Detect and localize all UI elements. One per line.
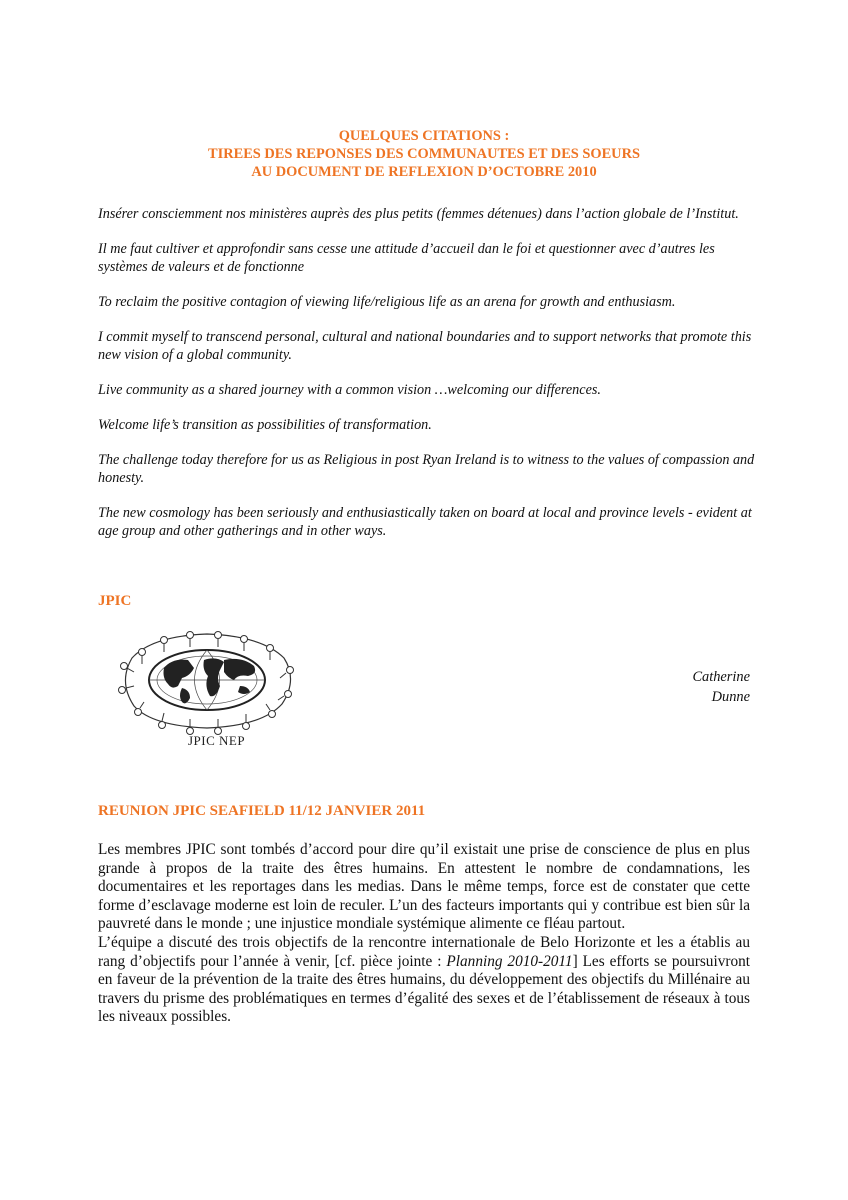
title-line-2: TIREES DES REPONSES DES COMMUNAUTES ET DES SOEURS xyxy=(208,146,640,162)
planning-reference: Planning 2010-2011 xyxy=(446,952,573,970)
meeting-report xyxy=(98,841,750,1027)
quote: Live community as a shared journey with a common vision …welcoming our differences. xyxy=(98,382,601,398)
quote: To reclaim the positive contagion of viewing life/religious life as an arena for growth and enthusiasm. xyxy=(98,294,676,310)
logo-caption: JPIC NEP xyxy=(188,733,246,748)
quote: I commit myself to transcend personal, cultural and national boundaries and to support networks that promote this new vision of a global community. xyxy=(98,329,752,363)
quote: The new cosmology has been seriously and enthusiastically taken on board at local and province levels - evident at age group and other gatherings and in other ways. xyxy=(98,505,752,539)
author-name xyxy=(692,667,750,707)
title-line-3: AU DOCUMENT DE REFLEXION D’OCTOBRE 2010 xyxy=(251,164,597,180)
paragraph-2-start: L’équipe a discuté des trois objectifs de la rencontre internationale de Belo Horizonte et les a établis au rang d’objectifs pour l’année à venir, [cf. pièce jointe : xyxy=(98,933,750,970)
paragraph-2 xyxy=(98,934,750,1027)
meeting-heading: REUNION JPIC SEAFIELD 11/12 JANVIER 2011 xyxy=(98,803,426,819)
title-line-1: QUELQUES CITATIONS : xyxy=(338,128,510,144)
quote: The challenge today therefore for us as Religious in post Ryan Ireland is to witness to the values of compassion and honesty. xyxy=(98,452,755,486)
quotes-section xyxy=(98,205,758,557)
paragraph-1: Les membres JPIC sont tombés d’accord pour dire qu’il existait une prise de conscience de plus en plus grande à propos de la traite des êtres humains. En attestent le nombre de condamnations, les documentaires et les reportages dans les medias. Dans le même temps, force est de constater que cette forme d’esclavage moderne est loin de reculer. L’un des facteurs importants qui y contribue est bien sûr la pauvreté dans le monde ; une injustice mondiale systémique alimente ce fléau partout. xyxy=(98,841,750,933)
quote: Il me faut cultiver et approfondir sans cesse une attitude d’accueil dan le foi et questionner avec d’autres les systèmes de valeurs et de fonctionne xyxy=(98,241,715,275)
quote: Insérer consciemment nos ministères auprès des plus petits (femmes détenues) dans l’action globale de l’Institut. xyxy=(98,206,739,222)
jpic-heading: JPIC xyxy=(98,593,132,609)
quote: Welcome life’s transition as possibilities of transformation. xyxy=(98,417,432,433)
author-last-name: Dunne xyxy=(711,689,750,705)
paragraph-2-end: ] Les efforts se poursuivront en faveur de la prévention de la traite des êtres humains, du développement des objectifs du Millénaire au travers du prisme des problématiques en termes d’égalité des sexes et de l’établissement de réseaux à tous les niveaux possibles. xyxy=(98,952,750,1026)
author-first-name: Catherine xyxy=(692,669,750,685)
page-title xyxy=(98,127,750,181)
